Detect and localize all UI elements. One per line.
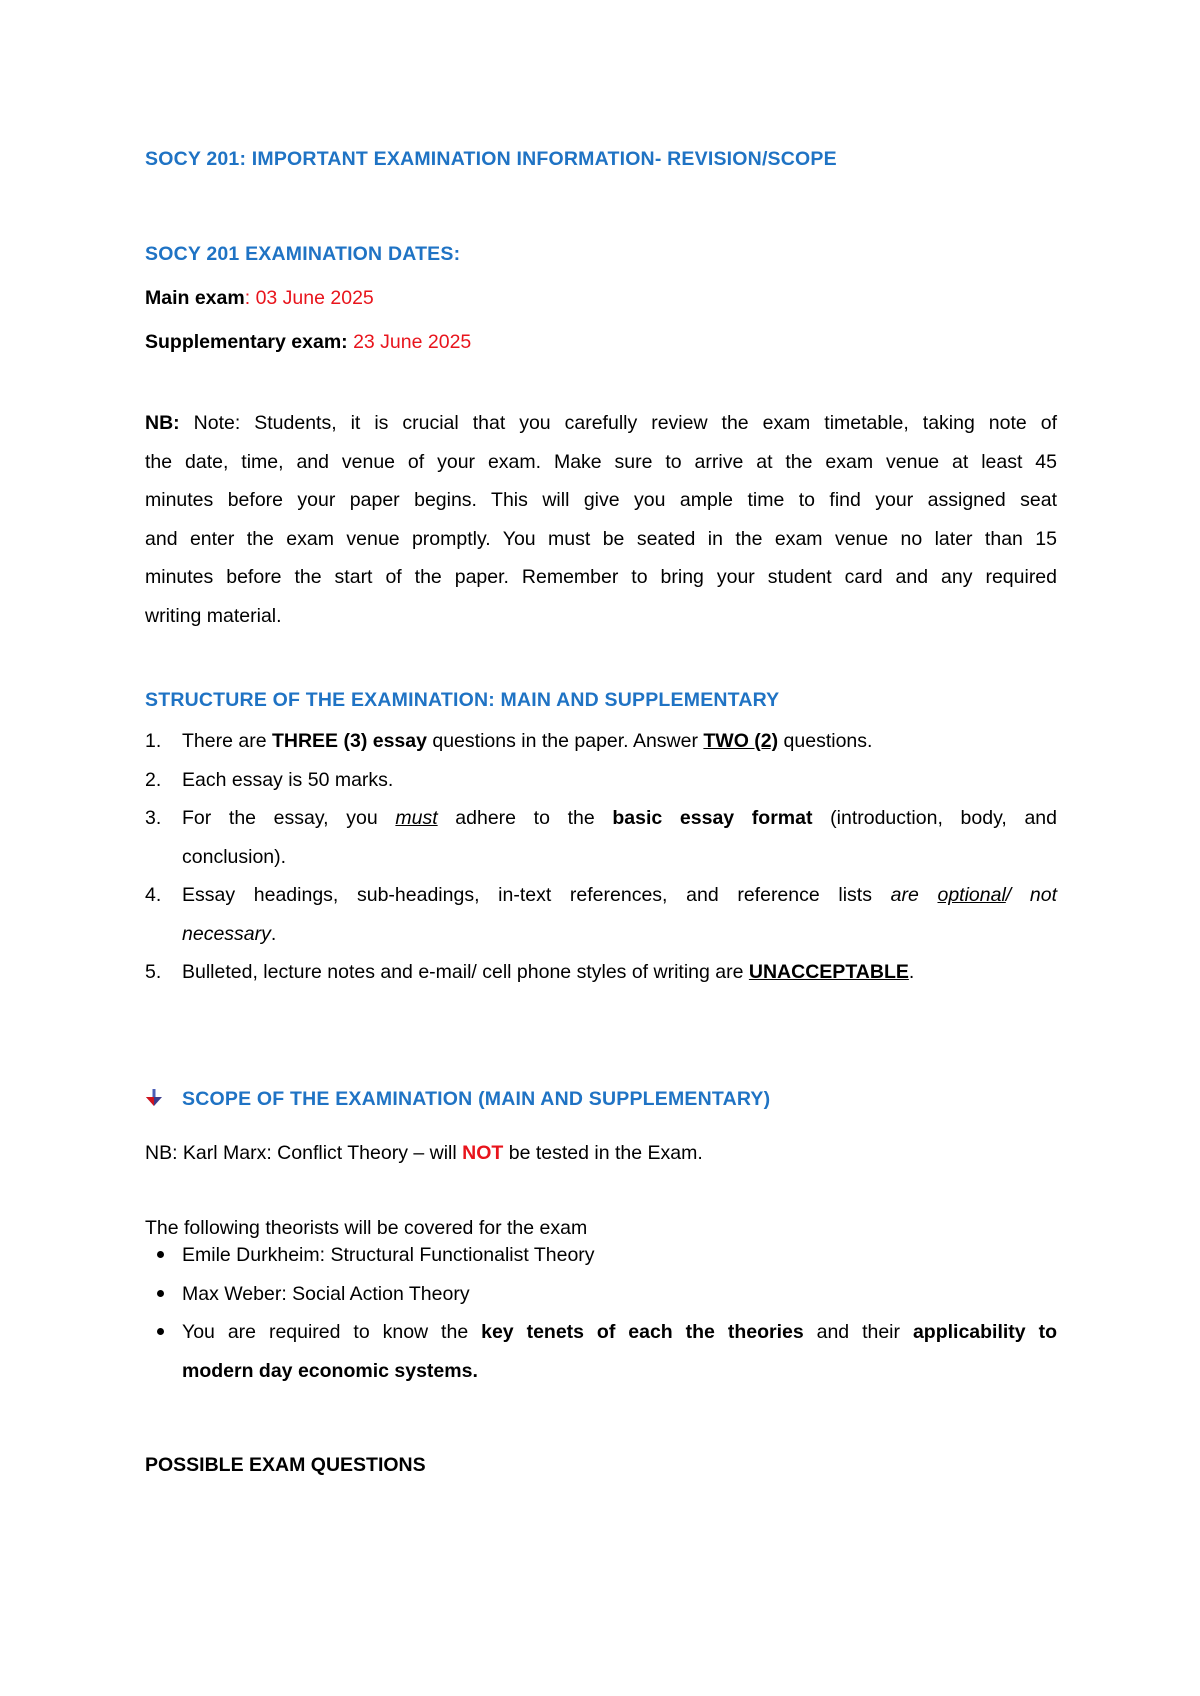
supp-exam-line — [145, 330, 471, 354]
main-exam-line — [145, 286, 374, 310]
bullet-icon — [157, 1251, 164, 1258]
list-item: 5. Bulleted, lecture notes and e-mail/ cell phone styles of writing are UNACCEPTABLE. — [145, 961, 915, 983]
note-line: writing material. — [145, 604, 282, 627]
main-exam-date: 03 June 2025 — [255, 287, 374, 309]
list-item: 3. For the essay, you must adhere to the basic essay format (introduction, body, and conclusion). — [145, 807, 1057, 868]
theorists-intro: The following theorists will be covered for the exam — [145, 1217, 588, 1239]
note-line: minutes before your paper begins. This will give you ample time to find your assigned seat — [145, 489, 1057, 511]
main-exam-separator: : — [244, 287, 256, 309]
note-line: minutes before the start of the paper. Remember to bring your student card and any required — [145, 566, 1057, 588]
list-item: Max Weber: Social Action Theory — [145, 1275, 1057, 1314]
arrow-bullet-icon — [146, 1089, 162, 1107]
list-item: 1. There are THREE (3) essay questions in the paper. Answer TWO (2) questions. — [145, 730, 873, 752]
possible-questions-heading: POSSIBLE EXAM QUESTIONS — [145, 1454, 426, 1476]
bullet-icon — [157, 1328, 164, 1335]
note-line: and enter the exam venue promptly. You must be seated in the exam venue no later than 15 — [145, 527, 1057, 550]
theorists-list — [145, 1236, 1057, 1390]
bullet-icon — [157, 1290, 164, 1297]
main-exam-label: Main exam — [145, 287, 245, 309]
list-item: Emile Durkheim: Structural Functionalist Theory — [145, 1236, 1057, 1275]
document-title: SOCY 201: IMPORTANT EXAMINATION INFORMATION- REVISION/SCOPE — [145, 148, 837, 170]
note-paragraph — [145, 404, 1057, 635]
note-nb: NB: — [145, 412, 180, 434]
list-item: You are required to know the key tenets of each the theories and their applicability to modern day economic systems. — [145, 1313, 1057, 1390]
list-item: 2. Each essay is 50 marks. — [145, 768, 394, 791]
structure-heading: STRUCTURE OF THE EXAMINATION: MAIN AND SUPPLEMENTARY — [145, 689, 780, 711]
not-emphasis: NOT — [462, 1142, 504, 1164]
list-item: 4. Essay headings, sub-headings, in-text references, and reference lists are optional/ not necessary. — [145, 884, 1057, 945]
supp-exam-label: Supplementary exam: — [145, 331, 348, 353]
note-line: NB: Note: Students, it is crucial that you carefully review the exam timetable, taking note of — [145, 412, 1057, 434]
note-line: the date, time, and venue of your exam. Make sure to arrive at the exam venue at least 45 — [145, 450, 1057, 473]
dates-heading: SOCY 201 EXAMINATION DATES: — [145, 243, 461, 265]
supp-exam-date: 23 June 2025 — [353, 331, 472, 353]
scope-heading: SCOPE OF THE EXAMINATION (MAIN AND SUPPLEMENTARY) — [182, 1088, 771, 1110]
structure-list — [145, 722, 1057, 992]
marx-note: NB: Karl Marx: Conflict Theory – will NOT be tested in the Exam. — [145, 1142, 703, 1164]
